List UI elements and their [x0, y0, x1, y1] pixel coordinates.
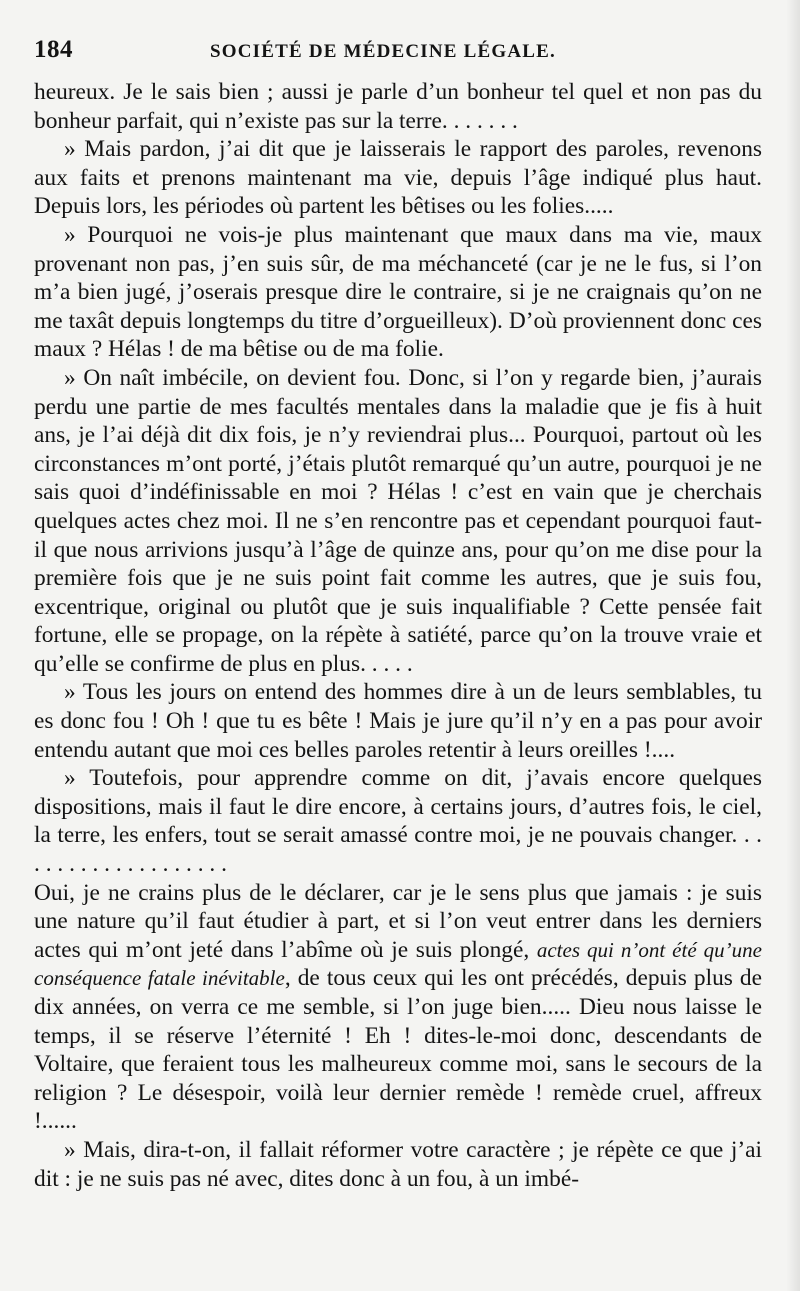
paragraph: heureux. Je le sais bien ; aussi je parle d’un bonheur tel quel et non pas du bonheur parfait, qui n’existe pas sur la terre. . . . . . .: [34, 79, 762, 134]
paragraph-text: , de tous ceux qui les ont précédés, depuis plus de dix années, on verra ce me semble, si l’on juge bien..... Dieu nous laisse le temps, il se réserve l’éternité ! Eh ! dites-le-moi donc, descendants de Voltaire, que feraient tous les malheureux comme moi, sans le secours de la religion ? Le désespoir, voilà leur dernier remède ! remède cruel, affreux !......: [34, 965, 763, 1135]
italic-emphasis: actes qui n’ont été qu’une conséquence fatale inévitable: [34, 937, 762, 991]
paragraph: » Mais pardon, j’ai dit que je laisserais le rapport des paroles, revenons aux faits et prenons maintenant ma vie, depuis l’âge indiqué plus haut. Depuis lors, les périodes où partent les bêtises ou les folies.....: [34, 136, 762, 220]
running-title: SOCIÉTÉ DE MÉDECINE LÉGALE.: [210, 41, 556, 62]
running-head: [34, 36, 762, 76]
paragraph: » Tous les jours on entend des hommes dire à un de leurs semblables, tu es donc fou ! Oh ! que tu es bête ! Mais je jure qu’il n’y en a pas pour avoir entendu autant que moi ces belles paroles retentir à leurs oreilles !....: [34, 679, 762, 763]
paragraph: [34, 879, 762, 1136]
paragraph: » Toutefois, pour apprendre comme on dit, j’avais encore quelques dispositions, mais il faut le dire encore, à certains jours, d’autres fois, le ciel, la terre, les enfers, tout se serait amassé contre moi, je ne pouvais changer. . . . . . . . . . . . . . . . . . . .: [34, 765, 762, 878]
page-number: 184: [34, 36, 73, 63]
paragraph: » On naît imbécile, on devient fou. Donc, si l’on y regarde bien, j’aurais perdu une partie de mes facultés mentales dans la maladie que je fis à huit ans, je l’ai déjà dit dix fois, je n’y reviendrai plus... Pourquoi, partout où les circonstances m’ont porté, j’étais plutôt remarqué qu’un autre, pourquoi je ne sais quoi d’indéfinissable en moi ? Hélas ! c’est en vain que je cherchais quelques actes chez moi. Il ne s’en rencontre pas et cependant pourquoi faut-il que nous arrivions jusqu’à l’âge de quinze ans, pour qu’on me dise pour la première fois que je ne suis point fait comme les autres, que je suis fou, excentrique, original ou plutôt que je suis inqualifiable ? Cette pensée fait fortune, elle se propage, on la répète à satiété, parce qu’on la trouve vraie et qu’elle se confirme de plus en plus. . . . .: [34, 364, 762, 677]
scan-shadow: [786, 0, 800, 1291]
paragraph: » Pourquoi ne vois-je plus maintenant que maux dans ma vie, maux provenant non pas, j’en suis sûr, de ma méchanceté (car je ne le fus, si l’on m’a bien jugé, j’oserais presque dire le contraire, si je ne craignais qu’on ne me taxât depuis longtemps du titre d’orgueilleux). D’où proviennent donc ces maux ? Hélas ! de ma bêtise ou de ma folie.: [34, 221, 762, 363]
body-text: [34, 78, 762, 1193]
paragraph-text: Oui, je ne crains plus de le déclarer, car je le sens plus que jamais : je suis une nature qu’il faut étudier à part, et si l’on veut entrer dans les derniers actes qui m’ont jeté dans l’abîme où je suis plongé,: [34, 879, 762, 963]
paragraph: » Mais, dira-t-on, il fallait réformer votre caractère ; je répète ce que j’ai dit : je ne suis pas né avec, dites donc à un fou, à un imbé-: [34, 1136, 762, 1192]
